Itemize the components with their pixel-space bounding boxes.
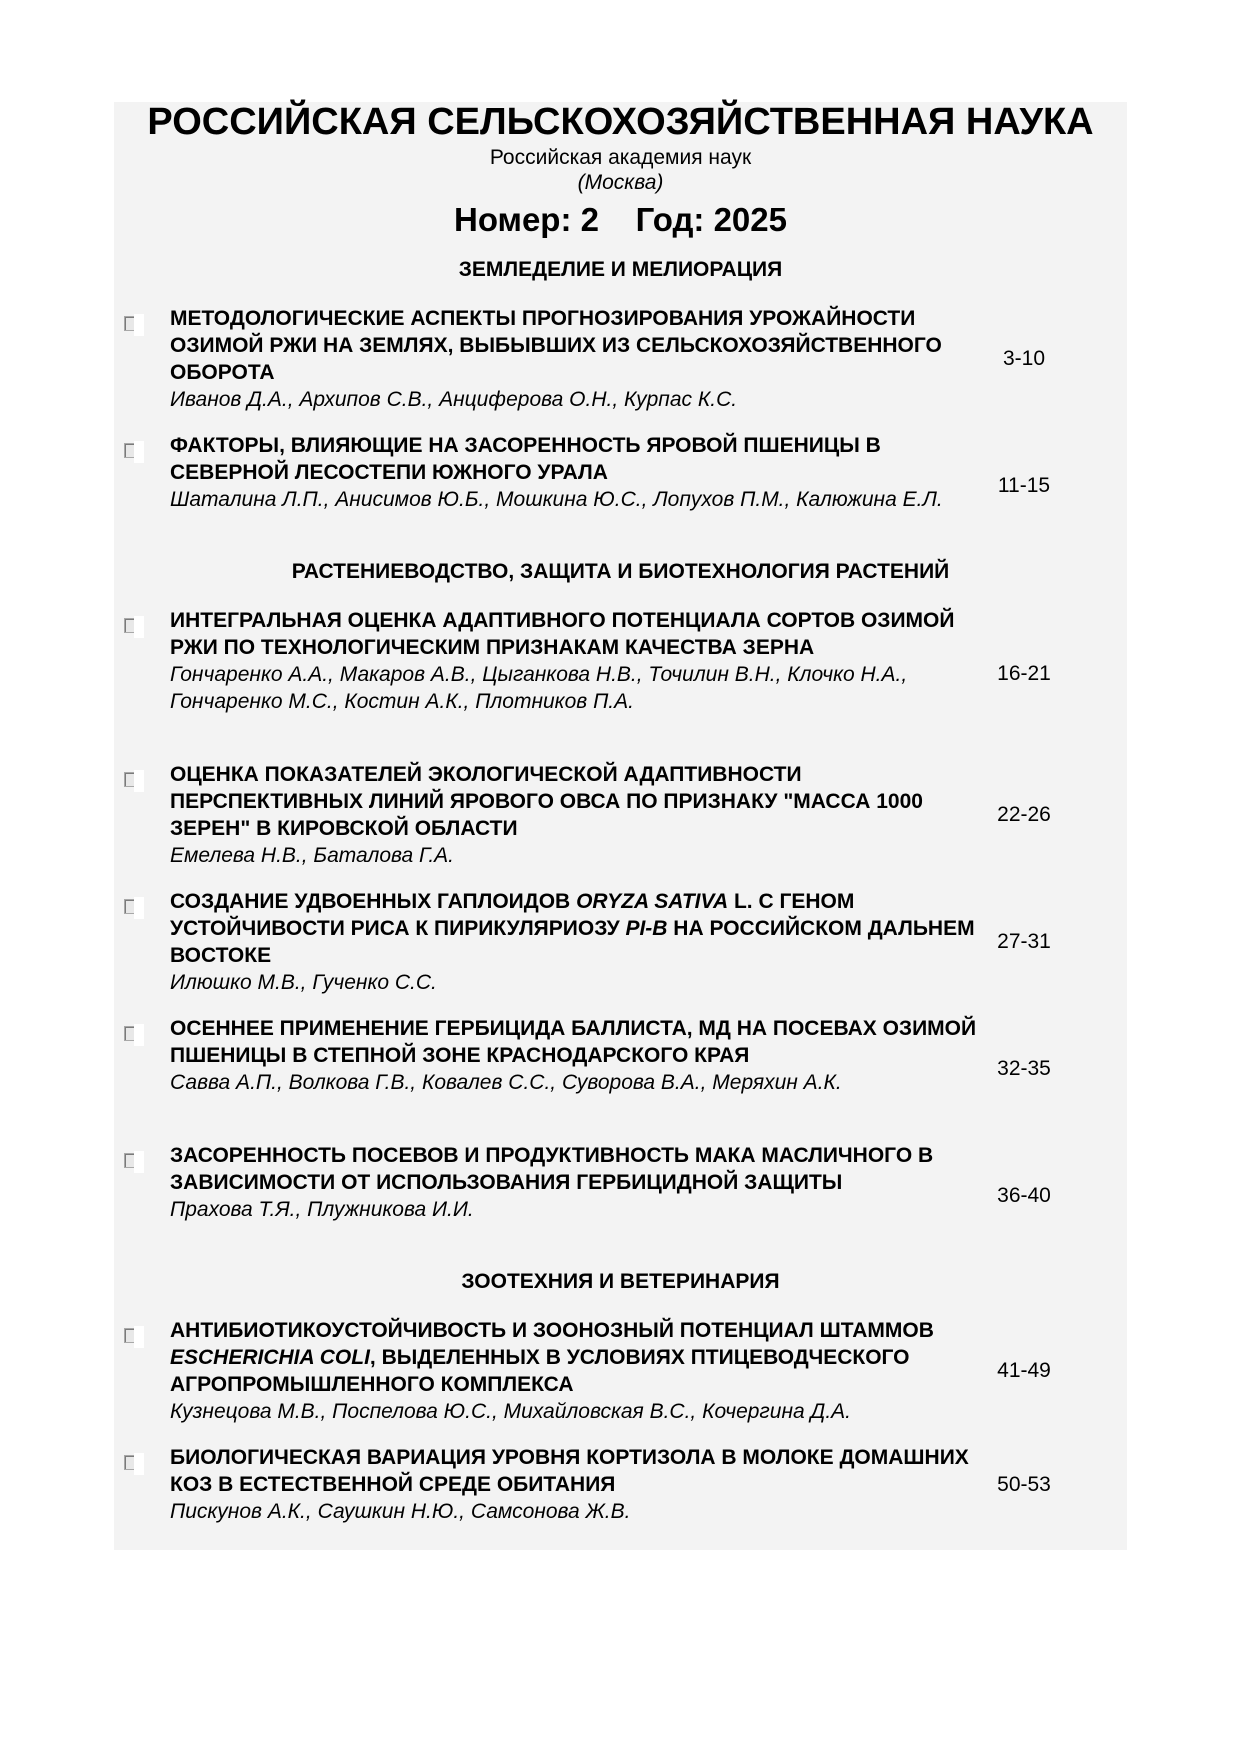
article-title-link[interactable]: ОЦЕНКА ПОКАЗАТЕЛЕЙ ЭКОЛОГИЧЕСКОЙ АДАПТИВНОСТИ ПЕРСПЕКТИВНЫХ ЛИНИЙ ЯРОВОГО ОВСА ПО ПРИЗНАКУ "МАССА 1000 ЗЕРЕН" В КИРОВСКОЙ ОБЛАСТИ [170, 763, 923, 840]
article-entry [114, 761, 1127, 869]
article-entry [114, 888, 1127, 996]
article-authors: Гончаренко А.А., Макаров А.В., Цыганкова Н.В., Точилин В.Н., Клочко Н.А., Гончаренко М.С., Костин А.К., Плотников П.А. [170, 663, 908, 713]
article-title-link[interactable] [170, 888, 1000, 969]
article-pages: 3-10 [1002, 347, 1046, 370]
article-entry [114, 1444, 1127, 1525]
title-part: , ВЫДЕЛЕННЫХ В УСЛОВИЯХ ПТИЦЕВОДЧЕСКОГО АГРОПРОМЫШЛЕННОГО КОМПЛЕКСА [170, 1346, 910, 1396]
article-pages: 41-49 [997, 1359, 1051, 1382]
section-heading: ЗООТЕХНИЯ И ВЕТЕРИНАРИЯ [461, 1270, 780, 1293]
article-entry [114, 1015, 1127, 1123]
title-part: СОЗДАНИЕ УДВОЕННЫХ ГАПЛОИДОВ [170, 890, 577, 913]
publisher: Российская академия наук [489, 146, 752, 169]
article-text [170, 761, 1000, 869]
title-part: L. С ГЕНОМ УСТОЙЧИВОСТИ РИСА К ПИРИКУЛЯРИОЗУ [170, 890, 855, 940]
article-pages: 16-21 [997, 662, 1051, 685]
article-title-link[interactable]: ОСЕННЕЕ ПРИМЕНЕНИЕ ГЕРБИЦИДА БАЛЛИСТА, МД НА ПОСЕВАХ ОЗИМОЙ ПШЕНИЦЫ В СТЕПНОЙ ЗОНЕ КРАСНОДАРСКОГО КРАЯ [170, 1017, 977, 1067]
article-authors: Кузнецова М.В., Поспелова Ю.С., Михайловская В.С., Кочергина Д.А. [170, 1400, 852, 1423]
article-text [170, 607, 1000, 715]
title-part-gene: PI-B [625, 917, 668, 940]
section-heading: ЗЕМЛЕДЕЛИЕ И МЕЛИОРАЦИЯ [458, 258, 783, 281]
issue-number: 2 [580, 201, 599, 238]
article-text [170, 888, 1000, 996]
article-title-link[interactable] [170, 1317, 1000, 1398]
article-pages: 50-53 [997, 1473, 1051, 1496]
article-pages: 27-31 [997, 930, 1051, 953]
article-entry [114, 607, 1127, 742]
article-authors: Иванов Д.А., Архипов С.В., Анциферова О.Н., Курпас К.С. [170, 388, 738, 411]
article-entry [114, 305, 1127, 413]
article-authors: Илюшко М.В., Гученко С.С. [170, 971, 437, 994]
select-article-checkbox[interactable] [124, 1153, 139, 1168]
select-article-checkbox[interactable] [124, 1455, 139, 1470]
publisher-city: (Москва) [577, 171, 664, 194]
select-article-checkbox[interactable] [124, 316, 139, 331]
journal-title: РОССИЙСКАЯ СЕЛЬСКОХОЗЯЙСТВЕННАЯ НАУКА [147, 101, 1094, 143]
select-article-checkbox[interactable] [124, 1026, 139, 1041]
article-text [170, 1444, 1000, 1525]
select-article-checkbox[interactable] [124, 899, 139, 914]
article-pages: 36-40 [997, 1184, 1051, 1207]
title-part-species: ORYZA SATIVA [576, 890, 729, 913]
article-pages: 32-35 [997, 1057, 1051, 1080]
select-article-checkbox[interactable] [124, 443, 139, 458]
article-authors: Прахова Т.Я., Плужникова И.И. [170, 1198, 474, 1221]
article-title-link[interactable]: ЗАСОРЕННОСТЬ ПОСЕВОВ И ПРОДУКТИВНОСТЬ МАКА МАСЛИЧНОГО В ЗАВИСИМОСТИ ОТ ИСПОЛЬЗОВАНИЯ ГЕРБИЦИДНОЙ ЗАЩИТЫ [170, 1144, 934, 1194]
article-authors: Пискунов А.К., Саушкин Н.Ю., Самсонова Ж.В. [170, 1500, 631, 1523]
article-entry [114, 432, 1127, 540]
select-article-checkbox[interactable] [124, 618, 139, 633]
article-pages: 22-26 [997, 803, 1051, 826]
article-pages: 11-15 [997, 474, 1051, 497]
article-entry [114, 1317, 1127, 1425]
article-text [170, 1317, 1000, 1425]
article-title-link[interactable]: БИОЛОГИЧЕСКАЯ ВАРИАЦИЯ УРОВНЯ КОРТИЗОЛА В МОЛОКЕ ДОМАШНИХ КОЗ В ЕСТЕСТВЕННОЙ СРЕДЕ ОБИТАНИЯ [170, 1446, 969, 1496]
select-article-checkbox[interactable] [124, 1328, 139, 1343]
article-text [170, 305, 1000, 413]
year-value: 2025 [713, 201, 787, 238]
article-text [170, 432, 1000, 513]
article-title-link[interactable]: МЕТОДОЛОГИЧЕСКИЕ АСПЕКТЫ ПРОГНОЗИРОВАНИЯ УРОЖАЙНОСТИ ОЗИМОЙ РЖИ НА ЗЕМЛЯХ, ВЫБЫВШИХ ИЗ СЕЛЬСКОХОЗЯЙСТВЕННОГО ОБОРОТА [170, 307, 942, 384]
select-article-checkbox[interactable] [124, 772, 139, 787]
article-authors: Шаталина Л.П., Анисимов Ю.Б., Мошкина Ю.С., Лопухов П.М., Калюжина Е.Л. [170, 488, 943, 511]
issue-line [114, 199, 1127, 241]
article-authors: Савва А.П., Волкова Г.В., Ковалев С.С., Суворова В.А., Меряхин А.К. [170, 1071, 842, 1094]
year-label: Год: [635, 201, 705, 238]
article-title-link[interactable]: ИНТЕГРАЛЬНАЯ ОЦЕНКА АДАПТИВНОГО ПОТЕНЦИАЛА СОРТОВ ОЗИМОЙ РЖИ ПО ТЕХНОЛОГИЧЕСКИМ ПРИЗНАКАМ КАЧЕСТВА ЗЕРНА [170, 609, 955, 659]
article-entry [114, 1142, 1127, 1250]
issue-label: Номер: [453, 201, 572, 238]
article-authors: Емелева Н.В., Баталова Г.А. [170, 844, 455, 867]
title-part: АНТИБИОТИКОУСТОЙЧИВОСТЬ И ЗООНОЗНЫЙ ПОТЕНЦИАЛ ШТАММОВ [170, 1319, 934, 1342]
article-text [170, 1142, 1000, 1223]
title-part-species: ESCHERICHIA COLI [170, 1346, 370, 1369]
section-heading: РАСТЕНИЕВОДСТВО, ЗАЩИТА И БИОТЕХНОЛОГИЯ РАСТЕНИЙ [291, 560, 950, 583]
article-text [170, 1015, 1000, 1096]
title-part: НА РОССИЙСКОМ ДАЛЬНЕМ ВОСТОКЕ [170, 917, 975, 967]
article-title-link[interactable]: ФАКТОРЫ, ВЛИЯЮЩИЕ НА ЗАСОРЕННОСТЬ ЯРОВОЙ ПШЕНИЦЫ В СЕВЕРНОЙ ЛЕСОСТЕПИ ЮЖНОГО УРАЛА [170, 434, 881, 484]
